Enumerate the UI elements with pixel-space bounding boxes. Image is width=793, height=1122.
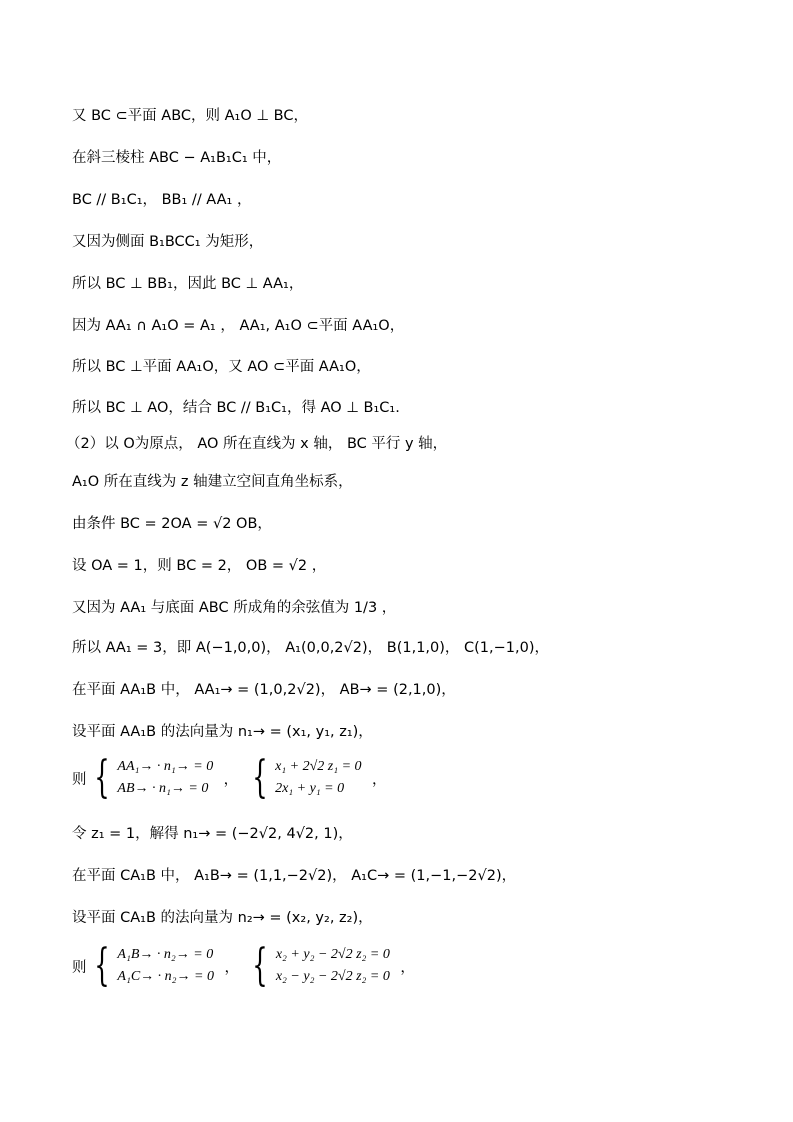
text-line: 设平面 CA₁B 的法向量为 n₂→ = (x₂, y₂, z₂)， <box>72 910 373 926</box>
text-line: A₁O 所在直线为 z 轴建立空间直角坐标系， <box>72 474 353 490</box>
text-line: 所以 BC ⊥平面 AA₁O，又 AO ⊂平面 AA₁O， <box>72 359 371 375</box>
text-line: 所以 BC ⊥ AO，结合 BC // B₁C₁，得 AO ⊥ B₁C₁. <box>72 400 400 416</box>
left-brace-icon: { <box>251 752 268 803</box>
text-line: 所以 AA₁ = 3，即 A(−1,0,0)， A₁(0,0,2√2)， B(1,1,0)， C(1,−1,0)， <box>72 640 550 656</box>
text-line: 在斜三棱柱 ABC − A₁B₁C₁ 中， <box>72 150 282 166</box>
text-line: （2）以 O为原点， AO 所在直线为 x 轴， BC 平行 y 轴， <box>66 436 448 452</box>
text-line: 又因为侧面 B₁BCC₁ 为矩形， <box>72 234 264 250</box>
system-1-right: x₁ + 2√2 z₁ = 0 2x₁ + y₁ = 0 <box>275 759 362 796</box>
system-2-right: x₂ + y₂ − 2√2 z₂ = 0 x₂ − y₂ − 2√2 z₂ = 0 <box>275 947 390 984</box>
text-line: 在平面 CA₁B 中， A₁B→ = (1,1,−2√2)， A₁C→ = (1,−1,−2√2)， <box>72 868 517 884</box>
system-2-left: A₁B→ · n₂→ = 0 A₁C→ · n₂→ = 0 <box>117 947 214 984</box>
text-line: BC // B₁C₁， BB₁ // AA₁ ， <box>72 192 252 208</box>
text-line: 又 BC ⊂平面 ABC，则 A₁O ⊥ BC， <box>72 108 308 124</box>
text-line: 设平面 AA₁B 的法向量为 n₁→ = (x₁, y₁, z₁)， <box>72 724 373 740</box>
text-line: 由条件 BC = 2OA = √2 OB， <box>72 516 272 532</box>
equation-system-2: 则 { A₁B→ · n₂→ = 0 A₁C→ · n₂→ = 0 ， { x₂ + y₂ − 2√2 z₂ = 0 x₂ − y₂ − 2√2 z₂ = 0 ， <box>72 940 415 991</box>
left-brace-icon: { <box>94 940 110 991</box>
text-line: 因为 AA₁ ∩ A₁O = A₁ ， AA₁, A₁O ⊂平面 AA₁O， <box>72 318 405 334</box>
text-line: 令 z₁ = 1，解得 n₁→ = (−2√2, 4√2, 1)， <box>72 826 353 842</box>
text-line: 设 OA = 1，则 BC = 2， OB = √2 ， <box>72 558 327 574</box>
left-brace-icon: { <box>252 940 269 991</box>
equation-system-1: 则 { AA₁→ · n₁→ = 0 AB→ · n₁→ = 0 ， { x₁ + 2√2 z₁ = 0 2x₁ + y₁ = 0 ， <box>72 752 387 803</box>
text-line: 又因为 AA₁ 与底面 ABC 所成角的余弦值为 1/3 ， <box>72 600 397 616</box>
system-1-left: AA₁→ · n₁→ = 0 AB→ · n₁→ = 0 <box>117 759 214 796</box>
text-line: 在平面 AA₁B 中， AA₁→ = (1,0,2√2)， AB→ = (2,1,0)， <box>72 682 456 698</box>
text-line: 所以 BC ⊥ BB₁，因此 BC ⊥ AA₁， <box>72 276 304 292</box>
left-brace-icon: { <box>94 752 110 803</box>
